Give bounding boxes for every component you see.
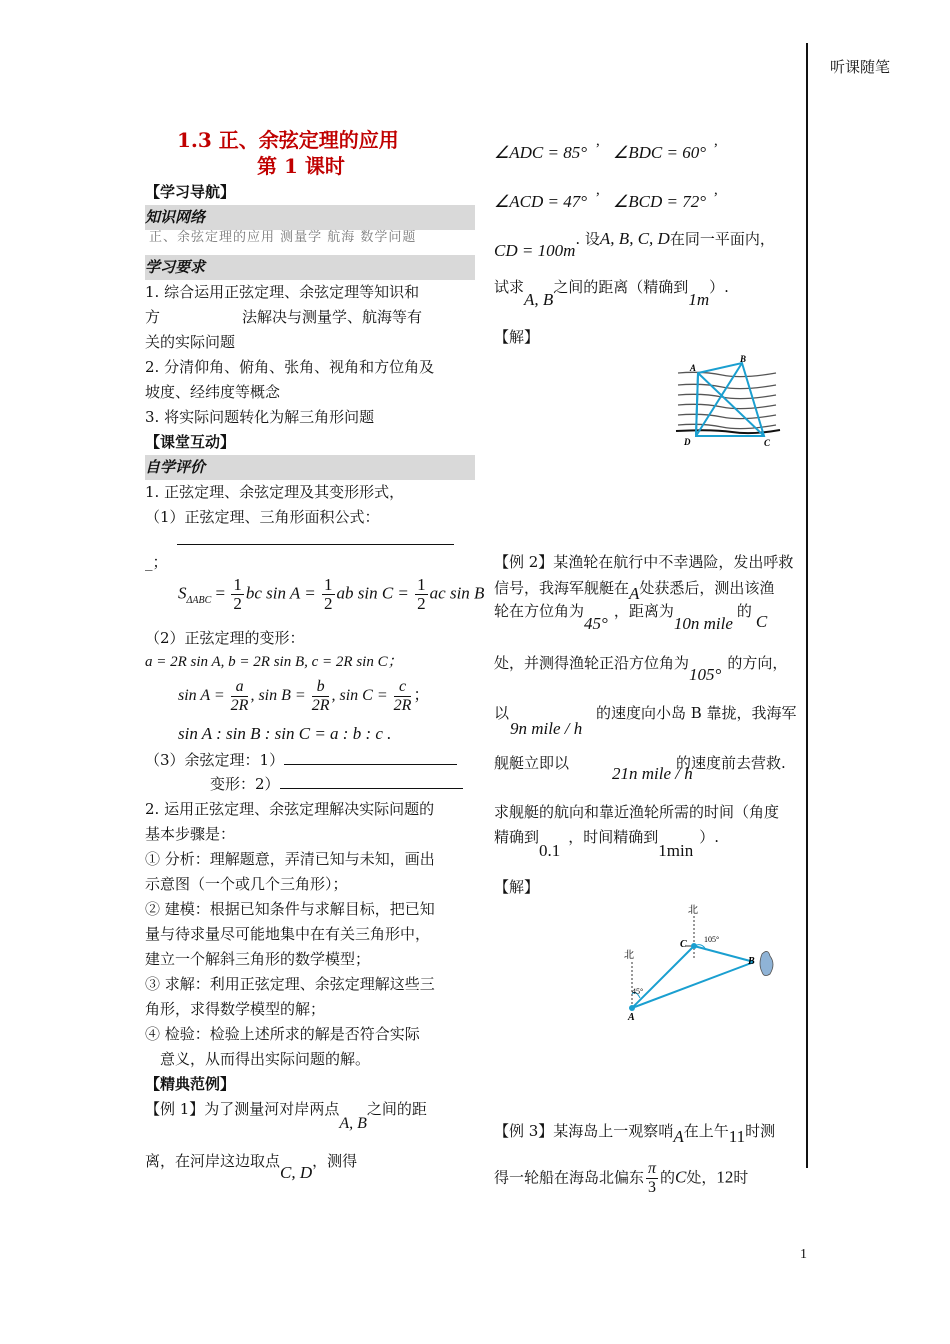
- knowledge-network-header: 知识网络: [145, 205, 475, 230]
- ex2-line8: [494, 826, 720, 860]
- ex1-text-3: 离，在河岸这边取点: [145, 1152, 281, 1170]
- point-c: [691, 943, 697, 949]
- frac-num: 1: [233, 575, 242, 594]
- ex2-c2: ，距离为: [613, 602, 674, 620]
- frac-den: 2: [417, 594, 426, 613]
- cd-value: CD = 100m: [494, 241, 576, 260]
- req1-cont: [145, 305, 475, 330]
- ex3-b2: 的: [660, 1168, 676, 1187]
- label-C: C: [680, 939, 687, 950]
- points-abcd: A, B, C, D: [599, 229, 670, 248]
- eq1: =: [215, 583, 226, 603]
- step4: ④ 检验：检验上述所求的解是否符合实际: [145, 1025, 420, 1043]
- page-title: 1.3 正、余弦定理的应用: [177, 128, 399, 152]
- ex2-A: A: [629, 584, 640, 603]
- left-column: [145, 180, 475, 575]
- ex2-line6: [494, 752, 569, 773]
- q1: 1. 正弦定理、余弦定理及其变形形式，: [145, 483, 405, 501]
- label-45: 45°: [632, 987, 644, 996]
- ex3-A: A: [673, 1127, 684, 1146]
- frac-num: 1: [417, 575, 426, 594]
- req2: 2. 分清仰角、俯角、张角、视角和方位角及: [145, 358, 435, 376]
- frac-b-2R: [312, 678, 330, 715]
- q2-cont: 基本步骤是：: [145, 825, 236, 843]
- q1-3b-label: 变形：2）: [210, 775, 280, 793]
- sinC: , sin C =: [331, 687, 388, 705]
- frac-num: 1: [324, 575, 333, 594]
- self-eval-header: 自学评价: [145, 455, 475, 480]
- ex2-b1: 信号，我海军舰艇在: [494, 579, 630, 597]
- ex2-10: 10n mile: [673, 614, 733, 633]
- label-B: B: [748, 956, 755, 967]
- req1-b: 方: [145, 308, 161, 326]
- example-1-cont: [145, 1150, 358, 1182]
- margin-divider: [806, 43, 808, 1168]
- requirements-header: 学习要求: [145, 255, 475, 280]
- ask-2: 之间的距离（精确到: [553, 278, 689, 296]
- ex2-h2: ，时间精确到: [568, 828, 659, 846]
- ex2-01: 0.1: [539, 841, 561, 860]
- cd-text-2: 在同一平面内，: [669, 230, 775, 248]
- comma: ,: [596, 133, 600, 149]
- ex2-d2: 的方向，: [727, 654, 788, 672]
- solution-1: 【解】: [494, 328, 540, 346]
- q1-3-label: （3）余弦定理：1）: [145, 751, 285, 769]
- frac-den: 3: [648, 1179, 657, 1196]
- frac-num: π: [648, 1160, 657, 1177]
- ask-AB: A, B: [524, 290, 554, 309]
- frac-den: 2R: [311, 697, 330, 714]
- ex2-9: 9n mile / h: [510, 719, 583, 738]
- page-number: 1: [800, 1247, 807, 1262]
- step1-cont: 示意图（一个或几个三角形）；: [145, 875, 348, 893]
- step3: ③ 求解：利用正弦定理、余弦定理解这些三: [145, 975, 435, 993]
- solution-2: 【解】: [494, 878, 540, 896]
- frac-half-1: [231, 576, 244, 613]
- margin-note: 听课随笔: [830, 58, 891, 76]
- frac-den: 2R: [393, 697, 412, 714]
- ex2-1min: 1min: [658, 841, 694, 860]
- ex1-text-2: 之间的距: [366, 1100, 427, 1118]
- frac-den: 2R: [230, 697, 249, 714]
- req1: 1. 综合运用正弦定理、余弦定理等知识和: [145, 283, 420, 301]
- part-ab: ab sin C =: [336, 583, 409, 603]
- angle-acd: ∠ACD = 47°: [494, 192, 588, 211]
- frac-half-2: [322, 576, 335, 613]
- fig1-label-D: D: [684, 437, 691, 447]
- ex2-c1: 轮在方位角为: [494, 602, 585, 620]
- q1-blank-end: _；: [145, 553, 168, 571]
- fig1-label-B: B: [740, 354, 747, 364]
- example-1: [145, 1098, 475, 1132]
- example-3-cont: [494, 1160, 748, 1197]
- near-bank: [676, 430, 780, 433]
- step4-cont: 意义，从而得出实际问题的解。: [160, 1050, 371, 1068]
- area-formula: [178, 575, 485, 613]
- sinB: , sin B =: [250, 687, 306, 705]
- frac-c-2R: [394, 678, 412, 715]
- semicolon: ；: [413, 687, 430, 705]
- ex3-11: 11: [728, 1127, 746, 1146]
- fig1-label-C: C: [764, 438, 771, 448]
- frac-num: c: [394, 678, 412, 697]
- frac-den: 2: [233, 594, 242, 613]
- ex2-line5: [494, 702, 582, 743]
- ex2-d1: 处，并测得渔轮正沿方位角为: [494, 654, 690, 672]
- ex1-text: 【例 1】为了测量河对岸两点: [145, 1100, 340, 1118]
- ex3-b1: 得一轮船在海岛北偏东: [494, 1168, 645, 1187]
- sine-variation-1: a = 2R sin A, b = 2R sin B, c = 2R sin C；: [145, 654, 403, 670]
- ask-1: 试求: [494, 278, 525, 296]
- q1-3: [145, 748, 457, 773]
- ex2-h3: ）.: [699, 828, 720, 846]
- area-sub: ΔABC: [186, 594, 212, 606]
- cd-text: . 设: [575, 230, 600, 248]
- ex2-line7: 求舰艇的航向和靠近渔轮所需的时间（角度: [494, 803, 780, 821]
- ex2-line3: [494, 600, 768, 633]
- req1-end: 关的实际问题: [145, 333, 236, 351]
- network-graphic: [145, 230, 475, 255]
- ex1-CD: C, D: [280, 1163, 313, 1182]
- left-steps: [145, 797, 475, 1097]
- ex2-line1: 【例 2】某渔轮在航行中不幸遇险，发出呼救: [494, 553, 794, 571]
- step1: ① 分析：理解题意，弄清已知与未知，画出: [145, 850, 435, 868]
- req1-c: 法解决与测量学、航海等有: [242, 308, 423, 326]
- ask-line: [494, 276, 729, 309]
- sine-variation-2: [178, 678, 429, 715]
- ex3-12: 12: [716, 1167, 734, 1187]
- river-diagram: [672, 353, 784, 450]
- frac-num: b: [312, 678, 330, 697]
- cd-line: [494, 228, 775, 260]
- classroom-header: 【课堂互动】: [145, 433, 236, 451]
- ex2-105: 105°: [689, 665, 722, 684]
- frac-a-2R: [231, 678, 249, 715]
- examples-header: 【精典范例】: [145, 1075, 236, 1093]
- step2-cont: 量与待求量尽可能地集中在有关三角形中，: [145, 925, 431, 943]
- ex2-f1: 舰艇立即以: [494, 754, 570, 772]
- ex2-21: 21n mile / h: [612, 764, 693, 783]
- north-label-a: 北: [624, 950, 634, 961]
- example-2: [494, 550, 804, 601]
- ask-3: ）.: [709, 278, 729, 296]
- step2-end: 建立一个解斜三角形的数学模型；: [145, 950, 371, 968]
- example-3: [494, 1120, 776, 1146]
- ex1-AB: A, B: [339, 1115, 367, 1132]
- ex2-e1: 以: [494, 704, 510, 722]
- angle-bcd: ∠BCD = 72°: [613, 192, 707, 211]
- area-S: S: [178, 583, 187, 603]
- part-ac: ac sin B: [429, 583, 485, 603]
- label-105: 105°: [704, 935, 720, 944]
- ex2-45: 45°: [584, 614, 608, 633]
- frac-den: 2: [324, 594, 333, 613]
- blank-line: [280, 774, 463, 789]
- ex3-a1: 【例 3】某海岛上一观察哨: [494, 1122, 674, 1140]
- step2: ② 建模：根据已知条件与求解目标，把已知: [145, 900, 435, 918]
- angle-bdc: ∠BDC = 60°: [613, 143, 707, 162]
- q1-2: （2）正弦定理的变形：: [145, 629, 305, 647]
- ex2-line4: [494, 652, 788, 684]
- sinA: sin A =: [178, 687, 225, 705]
- frac-num: a: [231, 678, 249, 697]
- req3: 3. 将实际问题转化为解三角形问题: [145, 408, 375, 426]
- fig1-label-A: A: [690, 363, 697, 373]
- blank-line: [177, 530, 454, 545]
- ex3-C: C: [675, 1167, 687, 1187]
- ex2-f2: 的速度前去营救.: [676, 754, 786, 772]
- ex2-C: C: [755, 612, 768, 631]
- comma: ,: [714, 133, 718, 149]
- triangle-acb: [632, 946, 754, 1008]
- part-bc: bc sin A =: [245, 583, 316, 603]
- step3-cont: 角形，求得数学模型的解；: [145, 1000, 326, 1018]
- blank-line: [284, 750, 457, 765]
- page-subtitle: 第 1 课时: [257, 154, 345, 178]
- network-graphic-text: 正、余弦定理的应用 测量学 航海 数学问题: [149, 230, 417, 245]
- q1-1: （1）正弦定理、三角形面积公式：: [145, 508, 380, 526]
- q2: 2. 运用正弦定理、余弦定理解决实际问题的: [145, 800, 435, 818]
- frac-pi-3: [646, 1160, 658, 1197]
- ex1-text-4: ，测得: [312, 1152, 358, 1170]
- ask-1m: 1m: [688, 290, 710, 309]
- ex3-a3: 时测: [745, 1122, 776, 1140]
- q1-3b: [210, 772, 463, 797]
- frac-half-3: [415, 576, 428, 613]
- island-b: [760, 951, 773, 975]
- ex3-b4: 时: [733, 1168, 749, 1187]
- sine-ratio: sin A : sin B : sin C = a : b : c .: [178, 724, 392, 743]
- nav-header: 【学习导航】: [145, 183, 236, 201]
- navigation-diagram: [618, 902, 784, 1022]
- ex3-a2: 在上午: [683, 1122, 729, 1140]
- ex3-b3: 处，: [686, 1168, 717, 1187]
- angle-adc: ∠ADC = 85°: [494, 143, 588, 162]
- point-a: [629, 1005, 635, 1011]
- north-label-c: 北: [688, 905, 698, 916]
- ex2-line5b: 的速度向小岛 B 靠拢，我海军: [596, 704, 797, 722]
- comma: ,: [714, 182, 718, 198]
- ex2-h1: 精确到: [494, 828, 540, 846]
- ex2-c3: 的: [736, 602, 752, 620]
- ex2-b2: 处获悉后，测出该渔: [639, 579, 775, 597]
- ex2-line2: [494, 575, 804, 601]
- comma: ,: [596, 182, 600, 198]
- q1-blank: [145, 530, 475, 550]
- label-A: A: [628, 1012, 635, 1023]
- req2-end: 坡度、经纬度等概念: [145, 383, 281, 401]
